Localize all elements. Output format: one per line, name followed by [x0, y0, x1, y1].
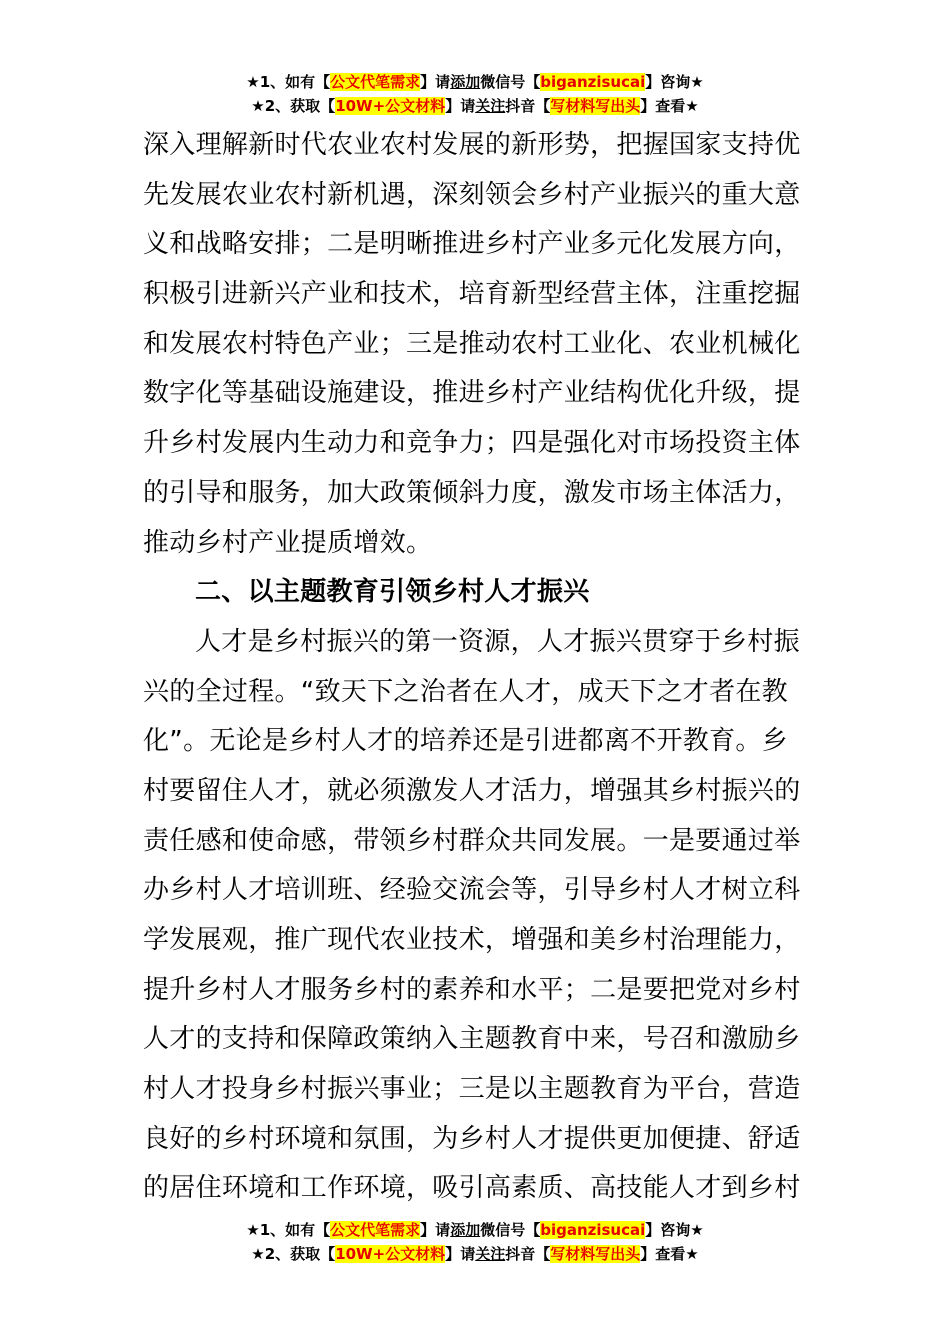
text-line: 村要留住人才，就必须激发人才活力，增强其乡村振兴的: [143, 775, 801, 806]
banner-text: 】查看★: [640, 97, 699, 115]
text-line: 学发展观，推广现代农业技术，增强和美乡村治理能力，: [143, 925, 801, 955]
banner-line-2: [0, 94, 950, 118]
banner-highlight: 10W+公文材料: [335, 97, 446, 115]
banner-line-1: [0, 70, 950, 94]
banner-underline: 添加: [450, 73, 481, 91]
text-line: 良好的乡村环境和氛围，为乡村人才提供更加便捷、舒适: [143, 1123, 801, 1154]
text-line: 义和战略安排；二是明晰推进乡村产业多元化发展方向，: [143, 229, 801, 260]
paragraph-2: [143, 618, 808, 1214]
text-line: 升乡村发展内生动力和竞争力；四是强化对市场投资主体: [143, 428, 801, 459]
banner-text: ★2、获取【: [251, 1245, 336, 1263]
document-body: [143, 121, 808, 1214]
text-line: 的居住环境和工作环境，吸引高素质、高技能人才到乡村: [143, 1173, 801, 1204]
banner-highlight: 10W+公文材料: [335, 1245, 446, 1263]
text-line: 深入理解新时代农业农村发展的新形势，把握国家支持优: [143, 130, 801, 160]
banner-text: 微信号【: [480, 1221, 541, 1239]
banner-underline: 添加: [450, 1221, 481, 1239]
banner-text: 抖音【: [505, 1245, 551, 1263]
text-line: 提升乡村人才服务乡村的素养和水平；二是要把党对乡村: [143, 974, 801, 1005]
banner-highlight: 公文代笔需求: [330, 1221, 421, 1239]
banner-highlight: biganzisucai: [540, 73, 646, 91]
text-line: 人才是乡村振兴的第一资源，人才振兴贯穿于乡村振: [195, 626, 800, 657]
banner-highlight: biganzisucai: [540, 1221, 646, 1239]
banner-line-2: [0, 1242, 950, 1266]
text-line: 和发展农村特色产业；三是推动农村工业化、农业机械化: [143, 328, 801, 359]
text-line: 兴的全过程。“致天下之治者在人才，成天下之才者在教: [143, 676, 788, 707]
banner-text: 】请: [445, 1245, 476, 1263]
banner-text: ★1、如有【: [246, 73, 331, 91]
banner-underline: 关注: [475, 1245, 506, 1263]
banner-text: 抖音【: [505, 97, 551, 115]
banner-text: 】请: [445, 97, 476, 115]
text-line: 责任感和使命感，带领乡村群众共同发展。一是要通过举: [143, 825, 801, 856]
banner-text: 微信号【: [480, 73, 541, 91]
text-line: 数字化等基础设施建设，推进乡村产业结构优化升级，提: [143, 378, 801, 409]
text-line: 的引导和服务，加大政策倾斜力度，激发市场主体活力，: [143, 477, 801, 508]
text-line: 办乡村人才培训班、经验交流会等，引导乡村人才树立科: [143, 875, 801, 906]
text-line: 化”。无论是乡村人才的培养还是引进都离不开教育。乡: [143, 726, 788, 757]
banner-text: 】咨询★: [645, 1221, 704, 1239]
banner-highlight: 公文代笔需求: [330, 73, 421, 91]
paragraph-1: [143, 121, 808, 568]
text-line: 推动乡村产业提质增效。: [143, 527, 433, 558]
banner-text: 】请: [420, 1221, 451, 1239]
banner-highlight: 写材料写出头: [550, 1245, 641, 1263]
banner-highlight: 写材料写出头: [550, 97, 641, 115]
header-banner: [0, 70, 950, 118]
banner-text: ★2、获取【: [251, 97, 336, 115]
banner-text: 】请: [420, 73, 451, 91]
text-line: 村人才投身乡村振兴事业；三是以主题教育为平台，营造: [143, 1074, 801, 1105]
footer-banner: [0, 1218, 950, 1266]
text-line: 人才的支持和保障政策纳入主题教育中来，号召和激励乡: [143, 1024, 801, 1055]
banner-text: ★1、如有【: [246, 1221, 331, 1239]
text-line: 先发展农业农村新机遇，深刻领会乡村产业振兴的重大意: [143, 179, 801, 210]
banner-text: 】查看★: [640, 1245, 699, 1263]
banner-underline: 关注: [475, 97, 506, 115]
section-heading: 二、以主题教育引领乡村人才振兴: [195, 577, 590, 608]
text-line: 积极引进新兴产业和技术，培育新型经营主体，注重挖掘: [143, 279, 801, 310]
banner-line-1: [0, 1218, 950, 1242]
banner-text: 】咨询★: [645, 73, 704, 91]
